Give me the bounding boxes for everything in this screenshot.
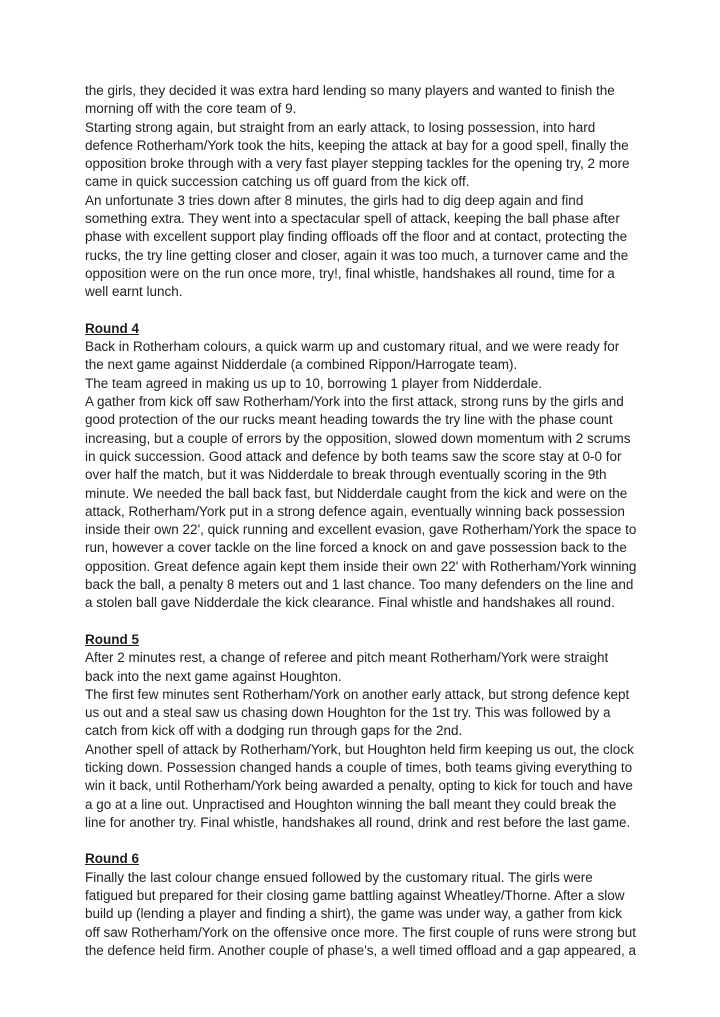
paragraph: Back in Rotherham colours, a quick warm up and customary ritual, and we were ready for the next game against Nidderdale (a combined Rippon/Harrogate team). [85, 339, 620, 373]
round-5-heading: Round 5 [85, 631, 139, 647]
paragraph: After 2 minutes rest, a change of referee and pitch meant Rotherham/York were straight back into the next game against Houghton. [85, 650, 609, 684]
paragraph: Another spell of attack by Rotherham/York, but Houghton held firm keeping us out, the clock ticking down. Possession changed hands a couple of times, both teams giving everything to win it back, until Rotherham/York being awarded a penalty, opting to kick for touch and have a go at a line out. Unpractised and Houghton winning the ball meant they could break the line for another try. Final whistle, handshakes all round, drink and rest before the last game. [85, 741, 634, 830]
paragraph: A gather from kick off saw Rotherham/York into the first attack, strong runs by the girls and good protection of the our rucks meant heading towards the try line with the phase count increasing, but a couple of errors by the opposition, slowed down momentum with 2 scrums in quick succession. Good attack and defence by both teams saw the score stay at 0-0 for over half the match, but it was Nidderdale to break through eventually scoring in the 9th minute. We needed the ball back fast, but Nidderdale caught from the kick and were on the attack, Rotherham/York put in a strong defence again, eventually winning back possession inside their own 22', quick running and excellent evasion, gave Rotherham/York the space to run, however a cover tackle on the line forced a knock on and gave possession back to the opposition. Great defence again kept them inside their own 22' with Rotherham/York winning back the ball, a penalty 8 meters out and 1 last chance. Too many defenders on the line and a stolen ball gave Nidderdale the kick clearance. Final whistle and handshakes all round. [85, 394, 637, 611]
paragraph: An unfortunate 3 tries down after 8 minutes, the girls had to dig deep again and find something extra. They went into a spectacular spell of attack, keeping the ball phase after phase with excellent support play finding offloads off the floor and at contact, protecting the rucks, the try line getting closer and closer, again it was too much, a turnover came and the opposition were on the run once more, try!, final whistle, handshakes all round, time for a well earnt lunch. [85, 192, 629, 300]
round-6-heading: Round 6 [85, 851, 139, 867]
paragraph: the girls, they decided it was extra hard lending so many players and wanted to finish the morning off with the core team of 9. [85, 83, 615, 117]
section-round-5 [85, 631, 638, 832]
paragraph: The team agreed in making us up to 10, borrowing 1 player from Nidderdale. [85, 375, 542, 391]
section-round-4 [85, 320, 638, 613]
paragraph: Finally the last colour change ensued followed by the customary ritual. The girls were fatigued but prepared for their closing game battling against Wheatley/Thorne. After a slow build up (lending a player and finding a shirt), the game was under way, a gather from kick off saw Rotherham/York on the offensive once more. The first couple of runs were strong but the defence held firm. Another couple of phase's, a well timed offload and a gap appeared, a [85, 869, 637, 958]
paragraph: The first few minutes sent Rotherham/York on another early attack, but strong defence kept us out and a steal saw us chasing down Houghton for the 1st try. This was followed by a catch from kick off with a dodging run through gaps for the 2nd. [85, 686, 630, 739]
document-text-body [85, 82, 638, 960]
round-4-heading: Round 4 [85, 320, 139, 336]
paragraph: Starting strong again, but straight from an early attack, to losing possession, into hard defence Rotherham/York took the hits, keeping the attack at bay for a good spell, finally the opposition broke through with a very fast player stepping tackles for the opening try, 2 more came in quick succession catching us off guard from the kick off. [85, 119, 630, 190]
section-round-6 [85, 850, 638, 960]
section-intro [85, 82, 638, 302]
